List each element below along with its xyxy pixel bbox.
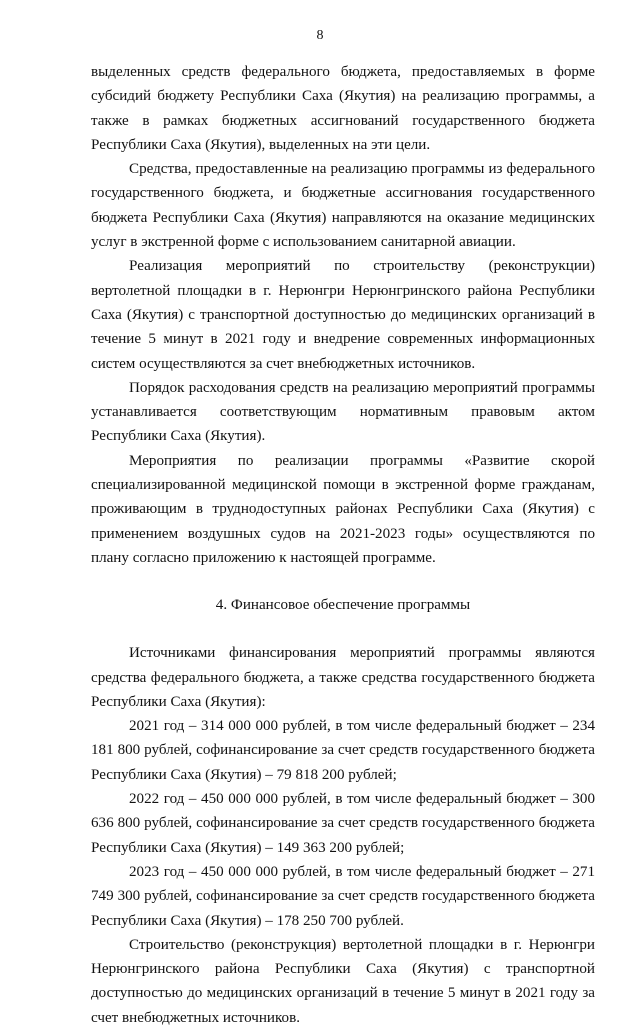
paragraph-program-measures: Мероприятия по реализации программы «Развитие скорой специализированной медицинской помощи в экстренной форме гражданам, проживающим в труднодоступных районах Республики Саха (Якутия) с применением воздушных судов на 2021-2023 годы» осуществляются по плану согласно приложению к настоящей программе. xyxy=(91,452,595,566)
paragraph-financing-2023: 2023 год – 450 000 000 рублей, в том числе федеральный бюджет – 271 749 300 рублей, софинансирование за счет средств государственного бюджета Республики Саха (Якутия) – 178 250 700 рублей. xyxy=(91,863,595,929)
paragraph-financing-sources: Источниками финансирования мероприятий программы являются средства федерального бюджета, а также средства государственного бюджета Республики Саха (Якутия): xyxy=(91,645,595,710)
paragraph-budget-funds-continuation: выделенных средств федерального бюджета, предоставляемых в форме субсидий бюджету Республики Саха (Якутия) на реализацию программы, а также в рамках бюджетных ассигнований государственного бюджета Республики Саха (Якутия), выделенных на эти цели. xyxy=(91,64,595,153)
paragraph-helipad-construction: Реализация мероприятий по строительству (реконструкции) вертолетной площадки в г. Нерюнгри Нерюнгринского района Республики Саха (Якутия) с транспортной доступностью до медицинских организаций в течение 5 минут в 2021 году и внедрение современных информационных систем осуществляются за счет внебюджетных источников. xyxy=(91,258,595,372)
page-number: 8 xyxy=(316,28,324,43)
paragraph-financing-2021: 2021 год – 314 000 000 рублей, в том числе федеральный бюджет – 234 181 800 рублей, софинансирование за счет средств государственного бюджета Республики Саха (Якутия) – 79 818 200 рублей; xyxy=(91,718,595,783)
paragraph-spending-procedure: Порядок расходования средств на реализацию мероприятий программы устанавливается соответствующим нормативным правовым актом Республики Саха (Якутия). xyxy=(91,379,595,445)
paragraph-funds-purpose: Средства, предоставленные на реализацию программы из федерального государственного бюджета, и бюджетные ассигнования государственного бюджета Республики Саха (Якутия) направляются на оказание медицинских услуг в экстренной форме с использованием санитарной авиации. xyxy=(91,161,595,251)
document-body xyxy=(91,60,595,1030)
paragraph-helipad-financing: Строительство (реконструкция) вертолетной площадки в г. Нерюнгри Нерюнгринского района Республики Саха (Якутия) с транспортной доступностью до медицинских организаций в течение 5 минут в 2021 году за счет внебюджетных источников. xyxy=(91,936,595,1026)
paragraph-financing-2022: 2022 год – 450 000 000 рублей, в том числе федеральный бюджет – 300 636 800 рублей, софинансирование за счет средств государственного бюджета Республики Саха (Якутия) – 149 363 200 рублей; xyxy=(91,791,595,856)
section-heading-financing: 4. Финансовое обеспечение программы xyxy=(215,597,471,614)
